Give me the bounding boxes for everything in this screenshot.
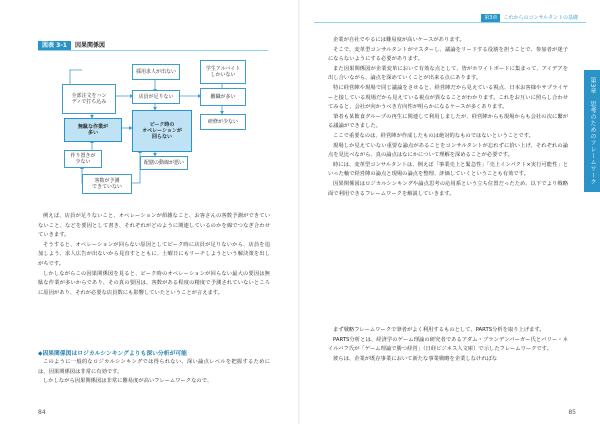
header-rule	[314, 22, 586, 23]
paragraph: 企業が自社でやるには難易度が高いケースがあります。	[333, 37, 465, 43]
paragraph: 例えば、店員が足りないこと、オペレーションが煩雑なこと、お客さんの客数予測ができていないこと、などを要因として書き、それぞれがどのように関連しているのかを線でつなぎ合わせていきます。	[38, 213, 270, 239]
node-wasteful: 無駄な作業が 多い	[64, 118, 122, 142]
node-forecast: 客数が予測 できていない	[82, 174, 132, 194]
paragraph: しかしながらこの因果関係図を見ると、ピーク時のオペレーションが回らない最大の要因は無駄な作業が多いからであり、その真の要因は、客数がある程度の精度で予測されていないところに原因があり、それが必要な店員数にも影響していたということが言えます。	[38, 270, 270, 296]
paragraph: ここで重要なのは、経営陣が作成したものは絶対的なものではないということです。	[333, 132, 534, 139]
paragraph: そうすると、オペレーションが回らない原因としてピーク時に店員が足りないから、店員を追加しよう、求人広告が出ないから見直すとともに、土曜日にもリーチしようという解決策を出しがちです。	[38, 241, 270, 267]
node-hiring: 採用求人が出ない	[132, 64, 180, 80]
paragraph: 特に経営陣や現場で同じ議論をさせると、経営陣だから見えている視点、日本お客様やサプライヤーと接している現場だから見えている視点が異なることがわかります。これをお互いに照らし合わせてみると、会社が向かうべき方向性が明らかになるケースが多くあります。	[328, 84, 568, 111]
left-body-2	[38, 358, 270, 387]
paragraph: しかしながら因果関係図は非常に難易度が高いフレームワークなので、	[43, 378, 213, 385]
chapter-side-tab: 第3章 思考のためのフレームワーク	[584, 70, 600, 192]
node-peak-operation: ピーク時の オペレーションが 回らない	[132, 110, 192, 152]
causal-diagram-edges	[0, 0, 300, 210]
node-part-timers: 学生アルバイト しかいない	[200, 60, 246, 84]
paragraph: PARTS分析とは、経済学のゲーム理論の研究者であるアダム・ブランデンバーガー氏とバリー・ネイルバフ氏が「ゲーム理論で勝つ経営」（日経ビジネス人文庫）で示したフレームワークです。	[328, 336, 568, 353]
right-body-2	[328, 326, 568, 364]
page-number-left: 84	[38, 409, 46, 416]
left-subheading: ◆因果関係図はロジカルシンキングよりも深い分析が可能	[38, 351, 187, 357]
node-prep: 作り置きが 少ない	[64, 150, 102, 168]
paragraph: 彼らは、企業が既存事業において新たな事業戦略を企業しなければな	[333, 355, 498, 362]
running-head	[481, 14, 578, 21]
paragraph: また因果関係図が企業変革において有効な点として、皆がホワイトボードに集まって、アイデアを出し合いながら、論点を深めていくことが出来る点にあります。	[328, 65, 568, 82]
left-body	[38, 212, 270, 298]
paragraph: このように一般的なロジカルシンキングでは得られない、深い論点レベルを把握するためには、因果関係図は非常に有効です。	[38, 359, 270, 375]
paragraph: まず戦略フレームワークで筆者がよく利用するものとして、PARTS分析を取り上げます。	[333, 327, 545, 333]
chapter-label: 第3章	[481, 14, 500, 22]
node-training: 研修が少ない	[200, 114, 246, 130]
right-page	[300, 0, 600, 424]
figure-title: 因果関係図	[74, 42, 105, 49]
paragraph: そこで、変革型コンサルタントがマスターし、議論をリードする役割を担うことで、参加者が迷子にならないようにする必要があります。	[328, 46, 568, 63]
figure-badge: 図表 3-1	[38, 41, 71, 50]
paragraph: 現場しか見えていない重要な論点があることをコンサルタントが忘れずに拾い上げ、それぞれの論点を見比べながら、真の論点はなにかについて理解を深めることが必要です。	[328, 142, 568, 159]
paragraph: 時には、変革型コンサルタントは、例えば「事業売上と緊急性」「売上インパクト×実行可能性」といった軸で経営陣の論点と現場の論点を整理、評価していくということも有効です。	[328, 161, 568, 178]
right-body	[328, 36, 568, 199]
paragraph: 因果関係図はロジカルシンキングや論点思考の応用系という立ち位置だったため、以下でより戦略面で利用できるフレームワークを解説していきます。	[328, 180, 568, 197]
node-turnover: 離職が多い	[200, 88, 246, 106]
running-head-title: これからのコンサルタントの基礎	[503, 15, 578, 21]
page-number-right: 85	[568, 409, 576, 416]
node-staff-short: 店員が足りない	[132, 90, 180, 104]
node-delivery: 配膳の動線が悪い	[140, 156, 188, 170]
node-handy-order: 全部注文をハン ディで打ち込み	[62, 84, 116, 114]
paragraph: 筆者も某飲食グループの再生に関連して利用しましたが、経営陣からも現場からも会社の次に繋がる議論ができました。	[328, 113, 568, 130]
